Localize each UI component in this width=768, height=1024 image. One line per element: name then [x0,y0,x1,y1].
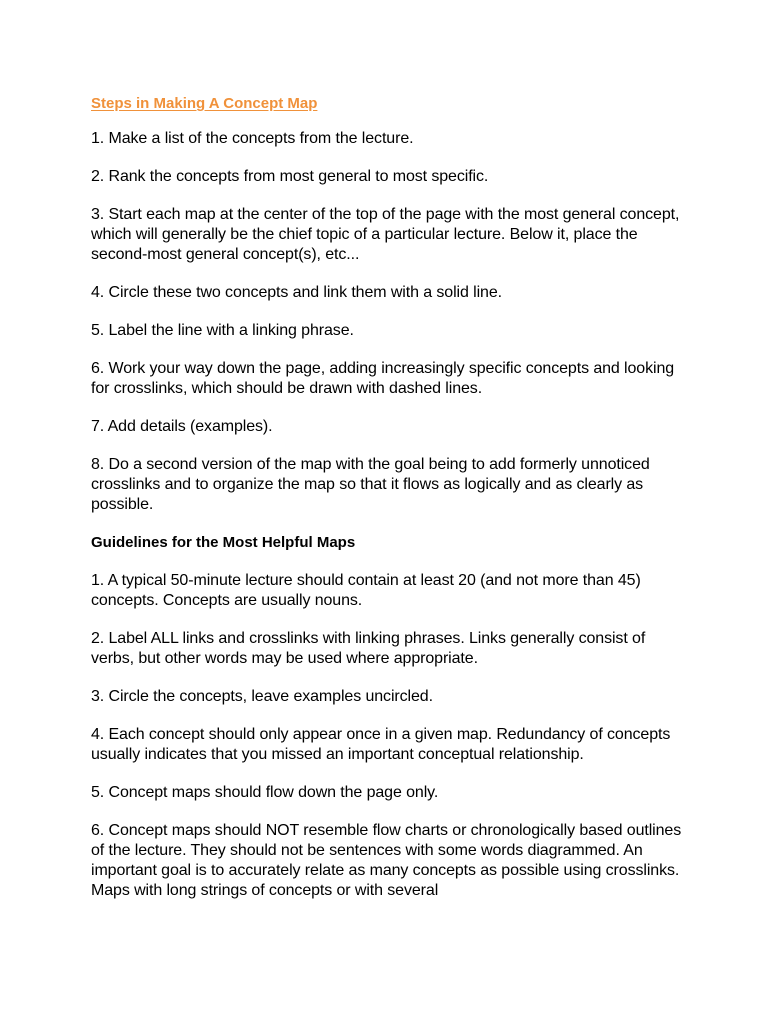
step-item: 7. Add details (examples). [91,418,273,435]
step-item: 6. Work your way down the page, adding increasingly specific concepts and looking for crosslinks, which should be drawn with dashed lines. [91,360,675,397]
guidelines-heading: Guidelines for the Most Helpful Maps [91,534,356,551]
guideline-item: 3. Circle the concepts, leave examples uncircled. [91,688,433,705]
guideline-item: 2. Label ALL links and crosslinks with linking phrases. Links generally consist of verbs, but other words may be used where appropriate. [91,630,646,667]
document-title[interactable]: Steps in Making A Concept Map [91,95,318,112]
step-item: 5. Label the line with a linking phrase. [91,322,354,339]
step-item: 2. Rank the concepts from most general to most specific. [91,168,489,185]
step-item: 4. Circle these two concepts and link them with a solid line. [91,284,502,301]
document-page [91,94,691,919]
guideline-item: 5. Concept maps should flow down the page only. [91,784,439,801]
step-item: 1. Make a list of the concepts from the lecture. [91,130,414,147]
guideline-item: 4. Each concept should only appear once in a given map. Redundancy of concepts usually indicates that you missed an important conceptual relationship. [91,726,671,763]
step-item: 8. Do a second version of the map with the goal being to add formerly unnoticed crosslinks and to organize the map so that it flows as logically and as clearly as possible. [91,456,650,513]
step-item: 3. Start each map at the center of the top of the page with the most general concept, which will generally be the chief topic of a particular lecture. Below it, place the second-most general concept(s), etc... [91,206,680,263]
guideline-item: 6. Concept maps should NOT resemble flow charts or chronologically based outlines of the lecture. They should not be sentences with some words diagrammed. An important goal is to accurately relate as many concepts as possible using crosslinks. Maps with long strings of concepts or with several [91,822,682,899]
guideline-item: 1. A typical 50-minute lecture should contain at least 20 (and not more than 45) concepts. Concepts are usually nouns. [91,572,641,609]
